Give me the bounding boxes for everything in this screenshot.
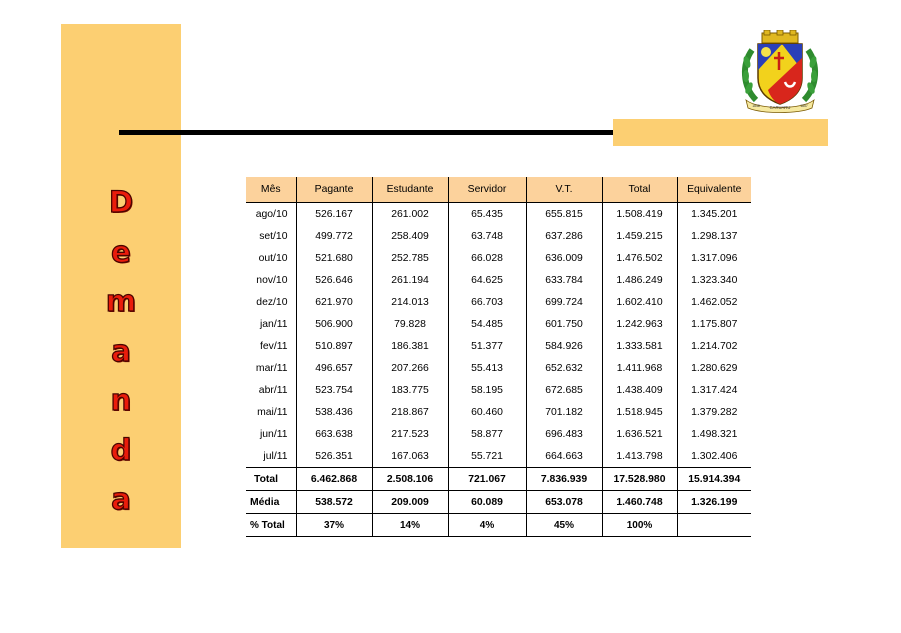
table-cell: 1.326.199 bbox=[677, 491, 751, 514]
table-row bbox=[246, 423, 751, 445]
month-cell: mai/11 bbox=[246, 401, 296, 423]
title-letter: m bbox=[105, 284, 137, 318]
table-cell: 1.498.321 bbox=[691, 428, 738, 440]
table-cell: 261.002 bbox=[372, 203, 448, 226]
table-cell: 672.685 bbox=[526, 379, 602, 401]
table-cell: 538.572 bbox=[296, 491, 372, 514]
table-cell: 66.703 bbox=[448, 291, 526, 313]
table-cell: 63.748 bbox=[448, 225, 526, 247]
table-cell: 58.195 bbox=[448, 379, 526, 401]
table-cell: 1.302.406 bbox=[677, 445, 751, 468]
table-cell: 1.379.282 bbox=[691, 406, 738, 418]
media-label: Média bbox=[246, 491, 296, 514]
percent-row bbox=[246, 514, 751, 537]
table-cell: 637.286 bbox=[526, 225, 602, 247]
table-cell: 636.009 bbox=[526, 247, 602, 269]
table-cell: 1.411.968 bbox=[602, 357, 677, 379]
monthly-rows bbox=[246, 203, 751, 468]
vertical-title-demanda bbox=[61, 182, 181, 529]
month-cell: fev/11 bbox=[246, 335, 296, 357]
table-cell: 1.438.409 bbox=[602, 379, 677, 401]
month-cell: abr/11 bbox=[246, 379, 296, 401]
col-header-mes: Mês bbox=[246, 177, 296, 203]
table-row bbox=[246, 335, 751, 357]
table-row bbox=[246, 203, 751, 226]
total-label: Total bbox=[246, 468, 296, 491]
table-cell: 258.409 bbox=[372, 225, 448, 247]
table-cell: 261.194 bbox=[372, 269, 448, 291]
col-header-servidor: Servidor bbox=[448, 177, 526, 203]
table-cell: 1.317.424 bbox=[691, 384, 738, 396]
month-cell: jul/11 bbox=[246, 445, 296, 468]
table-cell: 37% bbox=[296, 514, 372, 537]
table-cell: 64.625 bbox=[448, 269, 526, 291]
month-cell: ago/10 bbox=[246, 203, 296, 226]
table-cell: 183.775 bbox=[372, 379, 448, 401]
table-cell: 58.877 bbox=[448, 423, 526, 445]
month-cell: mar/11 bbox=[246, 357, 296, 379]
table-row bbox=[246, 269, 751, 291]
table-cell: 499.772 bbox=[296, 225, 372, 247]
table-cell: 1.476.502 bbox=[602, 247, 677, 269]
table-cell: 79.828 bbox=[372, 313, 448, 335]
table-cell: 54.485 bbox=[448, 313, 526, 335]
table-cell: 1.333.581 bbox=[602, 335, 677, 357]
table-header-row bbox=[246, 177, 751, 203]
side-title-band bbox=[61, 24, 181, 548]
table-cell: 45% bbox=[526, 514, 602, 537]
table-cell: 1.413.798 bbox=[602, 445, 677, 468]
title-letter: a bbox=[111, 482, 131, 516]
table-cell: 1.462.052 bbox=[691, 296, 738, 308]
month-cell: jun/11 bbox=[246, 423, 296, 445]
table-cell: 1.242.963 bbox=[602, 313, 677, 335]
table-cell: 696.483 bbox=[526, 423, 602, 445]
table-cell: 1.508.419 bbox=[602, 203, 677, 226]
table-cell: 526.167 bbox=[296, 203, 372, 226]
table-cell: 584.926 bbox=[526, 335, 602, 357]
table-cell: 526.646 bbox=[296, 269, 372, 291]
month-cell: set/10 bbox=[246, 225, 296, 247]
table-row bbox=[246, 313, 751, 335]
table-row bbox=[246, 401, 751, 423]
table-row bbox=[246, 357, 751, 379]
table-cell: 60.460 bbox=[448, 401, 526, 423]
col-header-estudante: Estudante bbox=[372, 177, 448, 203]
table-cell: 526.351 bbox=[296, 445, 372, 468]
table-row bbox=[246, 247, 751, 269]
table-cell: 1.345.201 bbox=[691, 208, 738, 220]
table-cell: 186.381 bbox=[372, 335, 448, 357]
table-cell: 1.298.137 bbox=[691, 230, 738, 242]
month-cell: out/10 bbox=[246, 247, 296, 269]
month-cell: nov/10 bbox=[246, 269, 296, 291]
table-cell: 14% bbox=[372, 514, 448, 537]
media-row bbox=[246, 491, 751, 514]
demand-table bbox=[246, 177, 751, 537]
total-row bbox=[246, 468, 751, 491]
title-letter: n bbox=[110, 383, 132, 417]
table-cell: 209.009 bbox=[372, 491, 448, 514]
svg-text:1848: 1848 bbox=[752, 104, 760, 108]
table-cell: 2.508.106 bbox=[372, 468, 448, 491]
table-cell: 7.836.939 bbox=[526, 468, 602, 491]
col-header-equivalente: Equivalente bbox=[677, 177, 751, 203]
table-cell: 1.602.410 bbox=[602, 291, 677, 313]
table-cell: 1.636.521 bbox=[602, 423, 677, 445]
month-cell: dez/10 bbox=[246, 291, 296, 313]
coat-of-arms-logo bbox=[738, 30, 822, 114]
percent-label: % Total bbox=[246, 514, 296, 537]
title-letter: e bbox=[111, 234, 131, 269]
col-header-total: Total bbox=[602, 177, 677, 203]
table-cell: 655.815 bbox=[526, 203, 602, 226]
table-cell: 521.680 bbox=[296, 247, 372, 269]
table-cell: 701.182 bbox=[526, 401, 602, 423]
table-cell: 65.435 bbox=[448, 203, 526, 226]
table-cell: 6.462.868 bbox=[296, 468, 372, 491]
col-header-vt: V.T. bbox=[526, 177, 602, 203]
table-row bbox=[246, 379, 751, 401]
table-cell: 17.528.980 bbox=[602, 468, 677, 491]
table-cell: 652.632 bbox=[526, 357, 602, 379]
table-cell: 214.013 bbox=[372, 291, 448, 313]
table-cell: 55.413 bbox=[448, 357, 526, 379]
table-cell: 699.724 bbox=[526, 291, 602, 313]
table-cell: 496.657 bbox=[296, 357, 372, 379]
table-row bbox=[246, 225, 751, 247]
title-letter: D bbox=[108, 185, 134, 219]
table-cell: 601.750 bbox=[526, 313, 602, 335]
table-cell: 4% bbox=[448, 514, 526, 537]
table-cell: 100% bbox=[602, 514, 677, 537]
table-cell: 51.377 bbox=[448, 335, 526, 357]
table-cell: 1.460.748 bbox=[602, 491, 677, 514]
table-cell: 621.970 bbox=[296, 291, 372, 313]
table-cell: 207.266 bbox=[372, 357, 448, 379]
col-header-pagante: Pagante bbox=[296, 177, 372, 203]
table-cell: 1.486.249 bbox=[602, 269, 677, 291]
table-cell: 55.721 bbox=[448, 445, 526, 468]
table-cell: 1.317.096 bbox=[691, 252, 738, 264]
table-cell: 1.214.702 bbox=[691, 340, 738, 352]
table-cell: 217.523 bbox=[372, 423, 448, 445]
table-cell: 633.784 bbox=[526, 269, 602, 291]
table-cell: 663.638 bbox=[296, 423, 372, 445]
table-cell: 653.078 bbox=[526, 491, 602, 514]
table-cell: 167.063 bbox=[372, 445, 448, 468]
table-cell: 15.914.394 bbox=[677, 468, 751, 491]
svg-text:CARUARU: CARUARU bbox=[769, 105, 791, 110]
table-row bbox=[246, 291, 751, 313]
table-cell: 66.028 bbox=[448, 247, 526, 269]
svg-text:1857: 1857 bbox=[800, 104, 808, 108]
table-cell bbox=[677, 514, 751, 537]
table-cell: 664.663 bbox=[526, 445, 602, 468]
title-letter: a bbox=[111, 333, 131, 368]
table-cell: 538.436 bbox=[296, 401, 372, 423]
table-cell: 721.067 bbox=[448, 468, 526, 491]
table-cell: 252.785 bbox=[372, 247, 448, 269]
table-cell: 60.089 bbox=[448, 491, 526, 514]
table-cell: 506.900 bbox=[296, 313, 372, 335]
table-cell: 1.518.945 bbox=[602, 401, 677, 423]
table-cell: 1.175.807 bbox=[691, 318, 738, 330]
table-cell: 1.280.629 bbox=[691, 362, 738, 374]
table-cell: 1.459.215 bbox=[602, 225, 677, 247]
table-cell: 510.897 bbox=[296, 335, 372, 357]
table-cell: 523.754 bbox=[296, 379, 372, 401]
table-cell: 1.323.340 bbox=[691, 274, 738, 286]
month-cell: jan/11 bbox=[246, 313, 296, 335]
table-cell: 218.867 bbox=[372, 401, 448, 423]
header-accent-block bbox=[613, 119, 828, 146]
title-letter: d bbox=[110, 432, 132, 467]
table-row bbox=[246, 445, 751, 468]
